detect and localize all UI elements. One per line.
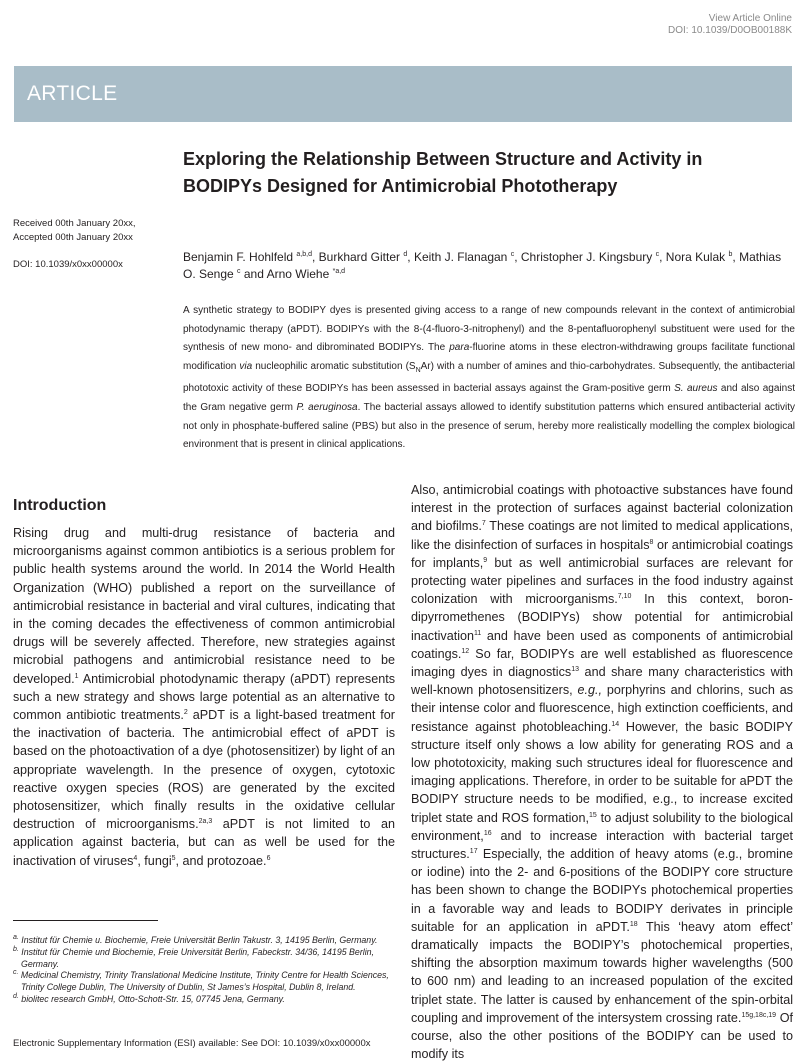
citation[interactable]: 15 <box>588 811 597 819</box>
citation[interactable]: 15g,18c,19 <box>741 1011 777 1019</box>
article-title: Exploring the Relationship Between Structure and Activity in BODIPYs Designed for Antimicrobial Phototherapy <box>183 149 703 196</box>
citation[interactable]: 16 <box>483 829 492 837</box>
header-doi[interactable]: DOI: 10.1039/D0OB00188K <box>668 25 792 36</box>
citation[interactable]: 2 <box>183 708 188 716</box>
citation[interactable]: 6 <box>266 854 271 862</box>
author-name: Christopher J. Kingsbury <box>520 250 653 264</box>
citation[interactable]: 12 <box>461 647 470 655</box>
author-name: Keith J. Flanagan <box>413 250 508 264</box>
footnote-d: $^{d.}$ biolitec research GmbH, Otto-Schott-Str. 15, 07745 Jena, Germany. <box>13 993 285 1004</box>
author-affiliation: c <box>510 251 515 258</box>
footnote-divider <box>13 920 158 921</box>
citation[interactable]: 7,10 <box>617 593 632 601</box>
author-affiliation: *a,d <box>332 268 346 275</box>
citation[interactable]: 17 <box>469 847 478 855</box>
footnote-c: $^{c.}$ Medicinal Chemistry, Trinity Translational Medicine Institute, Trinity Centre for Health Sciences, Trinity College Dublin, The University of Dublin, St James’s Hospital, Dublin 8, Ireland. <box>13 969 389 993</box>
author-name: Benjamin F. Hohlfeld <box>183 250 294 264</box>
affiliation-footnotes <box>13 935 395 1006</box>
author-affiliation: d <box>403 251 408 258</box>
citation[interactable]: 9 <box>483 556 488 564</box>
citation[interactable]: 11 <box>474 629 482 637</box>
author-name: Burkhard Gitter <box>318 250 401 264</box>
esi-note: Electronic Supplementary Information (ESI) available: See DOI: 10.1039/x0xx00000x <box>13 1038 371 1049</box>
footnote-b: $^{b.}$ Institut für Chemie und Biochemie, Freie Universität Berlin, Fabeckstr. 34/36, 14195 Berlin, Germany. <box>13 945 374 969</box>
section-heading-introduction: Introduction <box>13 497 107 514</box>
citation[interactable]: 2a,3 <box>198 818 213 826</box>
received-accepted-dates <box>13 217 136 245</box>
citation[interactable]: 4 <box>133 854 138 862</box>
citation[interactable]: 8 <box>649 538 654 546</box>
citation[interactable]: 1 <box>74 672 79 680</box>
body-column-left: Rising drug and multi-drug resistance of bacteria and microorganisms against common antibiotics is a serious problem for public health systems around the world. In 2014 the World Health Organization (WHO) published a report on the surveillance of antimicrobial resistance in bacterial and viral cultures, indicating that in the coming decades the effectiveness of common antimicrobial drugs will be severely affected. Therefore, new strategies against microbial pathogens and antimicrobial resistance need to be developed.$^1$ Antimicrobial photodynamic therapy (aPDT) represents such a new strategy and shows large potential as an alternative to common antibiotic treatments.$^2$ aPDT is a light-based treatment for the inactivation of bacteria. The antimicrobial effect of aPDT is based on the photoactivation of a dye (photosensitizer) by light of an appropriate wavelength. In the presence of oxygen, cytotoxic reactive oxygen species (ROS) are generated by the excited photosensitizer, which finally results in the oxidative cellular destruction of microorganisms.$^{2a,3}$ aPDT is not limited to an application against bacteria, but can as well be used for the inactivation of viruses$^4$, fungi$^5$, and protozoae.$^6$ <box>13 526 395 868</box>
citation[interactable]: 14 <box>611 720 620 728</box>
citation[interactable]: 18 <box>629 920 638 928</box>
author-affiliation: c <box>655 251 660 258</box>
author-affiliation: c <box>237 268 241 275</box>
article-type-label: ARTICLE <box>27 82 118 105</box>
accepted-date: Accepted 00th January 20xx <box>13 232 133 243</box>
author-list: Benjamin F. Hohlfeld $^{a,b,d}$, Burkhard Gitter $^d$, Keith J. Flanagan $^c$, Christopher J. Kingsbury $^c$, Nora Kulak $^b$, Mathias O. Senge $^c$ and Arno Wiehe $^{*a,d}$ <box>183 250 782 281</box>
author-name: Nora Kulak <box>665 250 726 264</box>
citation[interactable]: 5 <box>171 854 176 862</box>
received-date: Received 00th January 20xx, <box>13 218 136 229</box>
view-online-link[interactable]: View Article Online <box>708 13 792 24</box>
author-affiliation: b <box>728 251 733 258</box>
citation[interactable]: 7 <box>481 520 486 528</box>
article-doi: DOI: 10.1039/x0xx00000x <box>13 259 123 270</box>
abstract: A synthetic strategy to BODIPY dyes is presented giving access to a range of new compounds relevant in the context of antimicrobial photodynamic therapy (aPDT). BODIPYs with the 8-(4-fluoro-3-nitrophenyl) and the 8-pentafluorophenyl substituent were used for the synthesis of new mono- and dibrominated BODIPYs. The para-fluorine atoms in these electron-withdrawing groups facilitate functional modification via nucleophilic aromatic substitution $(S_NAr)$ with a number of amines and thio-carbohydrates. Subsequently, the antibacterial phototoxic activity of these BODIPYs has been assessed in bacterial assays against the Gram-positive germ S. aureus and also against the Gram negative germ P. aeruginosa. The bacterial assays allowed to identify substitution patterns which ensured antibacterial activity not only in phosphate-buffered saline (PBS) but also in the presence of serum, hereby more realistically modelling the complex biological environment that is present in clinical applications. <box>183 305 796 451</box>
citation[interactable]: 13 <box>571 665 579 673</box>
author-affiliation: a,b,d <box>296 251 312 258</box>
body-column-right: Also, antimicrobial coatings with photoactive substances have found interest in the protection of surfaces against bacterial colonization and biofilms.$^7$ These coatings are not limited to medical applications, like the disinfection of surfaces in hospitals$^8$ or antimicrobial coatings for implants,$^9$ but as well antimicrobial surfaces are relevant for protecting water pipelines and surfaces in the food industry against colonization with microorganisms.$^{7,10}$ In this context, boron-dipyrromethenes (BODIPYs) show potential for antimicrobial inactivation$^{11}$ and have been used as components of antimicrobial coatings.$^{12}$ So far, BODIPYs are well established as fluorescence imaging dyes in diagnostics$^{13}$ and share many characteristics with well-known photosensitizers, e.g., porphyrins and chlorins, such as their intense color and fluorescence, high extinction coefficients, and resistance against photobleaching.$^{14}$ However, the basic BODIPY structure itself only shows a low ability for generating ROS and a low phototoxicity, making such structures ideal for fluorescence and imaging applications. Therefore, in order to be suitable for aPDT the BODIPY structure needs to be modified, e.g., to increase excited triplet state and ROS formation,$^{15}$ to adjust solubility to the biological environment,$^{16}$ and to increase interaction with bacterial target structures.$^{17}$ Especially, the addition of heavy atoms (e.g., bromine or iodine) into the 2- and 6-positions of the BODIPY core structure has been shown to change the BODIPYs photochemical properties in a favorable way and leads to BODIPY derivates in principle suitable for an application in aPDT.$^{18}$ This ‘heavy atom effect’ dramatically impacts the BODIPY’s photochemical properties, shifting the absorption maximum towards higher wavelengths (500 to 600 nm) and leading to an increased population of the excited triplet state. The latter is caused by enhancement of the spin-orbital coupling and improvement of the intersystem crossing rate.$^{15g,18c,19}$ Of course, also the other positions of the BODIPY can be used to modify its <box>411 483 793 1062</box>
article-header-info <box>668 13 792 37</box>
author-name: Arno Wiehe <box>266 267 330 281</box>
article-banner <box>14 66 792 122</box>
author-name: Mathias O. Senge <box>183 250 782 281</box>
footnote-a: $^{a.}$ Institut für Chemie u. Biochemie, Freie Universität Berlin Takustr. 3, 14195 Berlin, Germany. <box>13 934 378 945</box>
